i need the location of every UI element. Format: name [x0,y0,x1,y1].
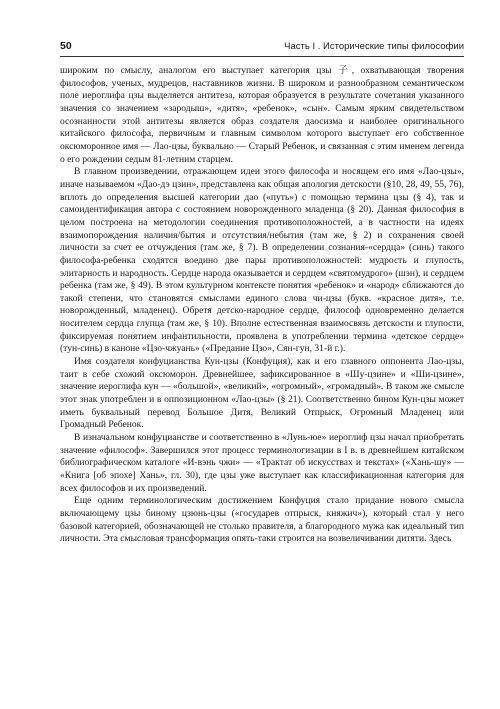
page-header [60,40,464,56]
running-head: Часть I . Исторические типы философии [284,41,464,52]
paragraph-2: В главном произведении, отражающем идеи этого философа и носящем его имя «Лао-цзы», иначе называемом «Дао-дэ цзин», представлена как общая апология детскости (§10, 28, 49, 55, 76), вплоть до определения высшей категории дао («путь») с помощью термина цзы (§ 4), так и самоидентификация автора с состоянием новорожденного младенца (§ 20). Данная философия в целом построена на методологии соединения противоположностей, а в частности на идеях взаимопорождения наличия/бытия и отсутствия/небытия (там же, § 2) и сохранения своей личности за счет ее отчуждения (там же, § 7). В определении сознания-«сердца» (синь) такого философа-ребенка сходятся воедино две пары противоположностей: мудрость и глупость, элитарность и народность. Сердце народа оказывается и сердцем «святомудрого» (шэн), и сердцем ребенка (там же, § 49). В этом культурном контексте понятия «ребенок» и «народ» сближаются до такой степени, что становятся смыслами единого слова чи-цзы (букв. «красное дитя», т.е. новорожденный, младенец). Обретя детско-народное сердце, философ одновременно делается носителем сердца глупца (там же, § 10). Вполне естественная взаимосвязь детскости и глупости, фиксируемая понятием инфантильности, проявлена в употреблении термина «детское сердце» (тун-синь) в каноне «Цзо-чжуань» («Предание Цзо», Сян-гун, 31-й г.). [60,166,464,355]
header-rule [60,56,464,57]
paragraph-5: Еще одним терминологическим достижением Конфуция стало придание нового смысла включающему цзы биному цзюнь-цзы («государев отпрыск, княжич»), который стал у него базовой категорией, обозначающей не столько правителя, а благородного мужа как идеальный тип личности. Эта смысловая трансформация опять-таки строится на возвеличивании дитяти. Здесь [60,495,464,545]
body-text [60,65,464,546]
paragraph-1: широким по смыслу, аналогом его выступает категория цзы 子, охватывающая творения философов, ученых, мудрецов, наставников жизни. В широком и разнообразном семантическом поле иероглифа цзы выделяется антитеза, которая образуется в результате сочетания указанного значения со значением «зародыш», «дитя», «ребенок», «сын». Самым ярким свидетельством осознанности этой антитезы является образ создателя даосизма и наиболее оригинального китайского философа, первичным и главным символом которого выступает его собственное оксюморонное имя — Лао-цзы, буквально — Старый Ребенок, и связанная с этим именем легенда о его рождении седым 81-летним старцем. [60,65,464,165]
paragraph-3: Имя создателя конфуцианства Кун-цзы (Конфуция), как и его главного оппонента Лао-цзы, таит в себе схожий оксюморон. Древнейшее, зафиксированное в «Шу-цзине» и «Ши-цзине», значение иероглифа кун — «большой», «великий», «огромный», «громадный». В таком же смысле этот знак употреблен и в оппозиционном «Лао-цзы» (§ 21). Соответственно бином Кун-цзы может иметь буквальный перевод Большое Дитя, Великий Отпрыск, Огромный Младенец или Громадный Ребенок. [60,356,464,431]
page-number: 50 [60,40,72,52]
paragraph-4: В изначальном конфуцианстве и соответственно в «Лунь-юе» иероглиф цзы начал приобретать значение «философ». Завершился этот процесс терминологизации в I в. в древнейшем китайском библиографическом каталоге «И-вэнь чжи» — «Трактат об искусствах и текстах» («Хань-шу» — «Книга [об эпохе] Хань», гл. 30), где цзы уже выступает как классификационная категория для всех философов и их произведений. [60,432,464,494]
